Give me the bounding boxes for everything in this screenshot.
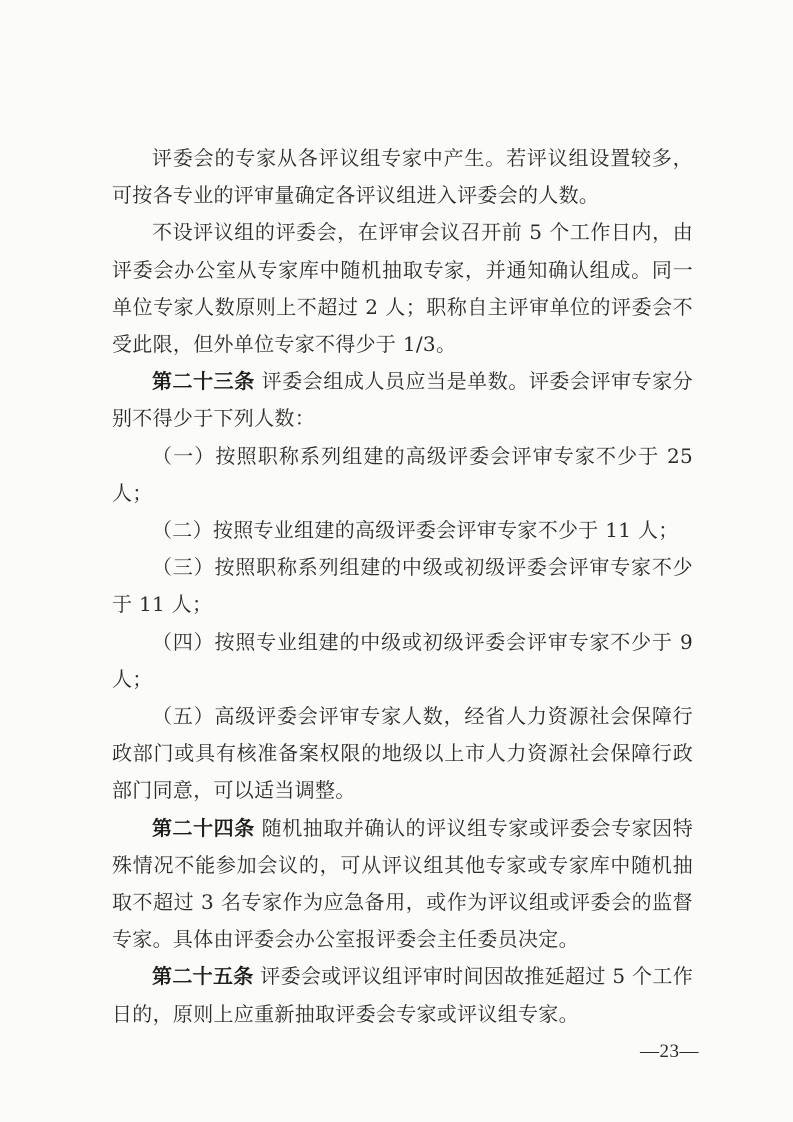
page-number: —23— (640, 1041, 699, 1062)
list-item-2 (112, 512, 693, 549)
article-23 (112, 363, 693, 437)
paragraph-1 (112, 140, 693, 214)
paragraph-text: 评委会或评议组评审时间因故推延超过 5 个工作日的，原则上应重新抽取评委会专家或评议组专家。 (112, 964, 693, 1026)
paragraph-text: （四）按照专业组建的中级或初级评委会评审专家不少于 9 人； (112, 629, 693, 691)
paragraph-text: （一）按照职称系列组建的高级评委会评审专家不少于 25 人； (112, 443, 693, 505)
paragraph-text: 评委会的专家从各评议组专家中产生。若评议组设置较多，可按各专业的评审量确定各评议组进入评委会的人数。 (112, 146, 693, 208)
article-title: 第二十三条 (152, 369, 255, 394)
article-25 (112, 958, 693, 1032)
paragraph-text: 随机抽取并确认的评议组专家或评委会专家因特殊情况不能参加会议的，可从评议组其他专家或专家库中随机抽取不超过 3 名专家作为应急备用，或作为评议组或评委会的监督专家。具体由评委会办公室报评委会主任委员决定。 (112, 815, 693, 952)
paragraph-text: 评委会组成人员应当是单数。评委会评审专家分别不得少于下列人数： (112, 369, 693, 431)
document-body (112, 140, 693, 1033)
list-item-4 (112, 624, 693, 698)
paragraph-text: （三）按照职称系列组建的中级或初级评委会评审专家不少于 11 人； (112, 555, 693, 617)
paragraph-2 (112, 214, 693, 363)
list-item-1 (112, 438, 693, 512)
article-24 (112, 810, 693, 959)
list-item-3 (112, 549, 693, 623)
paragraph-text: 不设评议组的评委会，在评审会议召开前 5 个工作日内，由评委会办公室从专家库中随机抽取专家，并通知确认组成。同一单位专家人数原则上不超过 2 人；职称自主评审单位的评委会不受此限，但外单位专家不得少于 1/3。 (112, 220, 693, 357)
article-title: 第二十四条 (152, 815, 255, 840)
paragraph-text: （五）高级评委会评审专家人数，经省人力资源社会保障行政部门或具有核准备案权限的地级以上市人力资源社会保障行政部门同意，可以适当调整。 (112, 704, 693, 803)
article-title: 第二十五条 (152, 964, 254, 989)
paragraph-text: （二）按照专业组建的高级评委会评审专家不少于 11 人； (152, 518, 679, 543)
list-item-5 (112, 698, 693, 810)
